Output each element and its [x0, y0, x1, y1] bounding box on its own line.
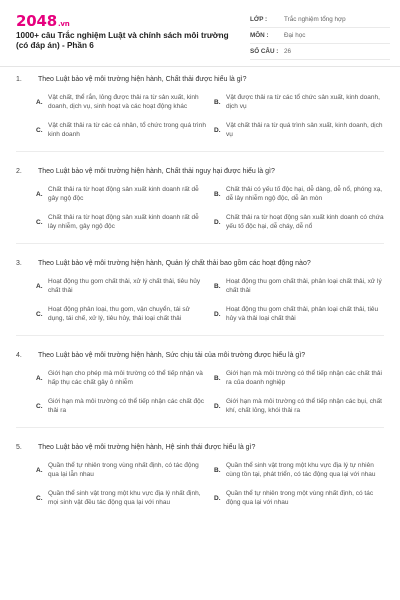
option-text: Giới hạn mà môi trường có thể tiếp nhận các chất độc thải ra — [48, 398, 204, 414]
question-number: 5. — [16, 444, 22, 451]
option-text: Chất thải có yếu tố độc hại, dễ dàng, dễ nổ, phóng xạ, dễ lây nhiễm ngộ độc, dễ ăn mòn — [226, 186, 383, 202]
answer-option[interactable] — [214, 305, 384, 323]
option-letter: D. — [214, 402, 221, 410]
option-letter: A. — [36, 374, 43, 382]
option-text: Giới hạn cho phép mà môi trường có thể tiếp nhận và hấp thụ các chất gây ô nhiễm — [48, 370, 203, 386]
option-text: Quần thể tự nhiên trong một vùng nhất định, có tác động qua lại với nhau — [226, 490, 374, 506]
question-divider — [16, 243, 384, 244]
option-letter: B. — [214, 98, 221, 106]
question-item — [0, 76, 400, 152]
question-divider — [16, 427, 384, 428]
answer-option[interactable] — [214, 369, 384, 387]
document-meta — [250, 12, 390, 60]
option-text: Vật chất, thể rắn, lỏng được thải ra từ sản xuất, kinh doanh, dịch vụ, sinh hoạt và các hoạt động khác — [48, 94, 199, 110]
answer-option[interactable] — [36, 121, 206, 139]
answer-option[interactable] — [214, 277, 384, 295]
option-letter: B. — [214, 374, 221, 382]
option-text: Vật chất thải ra từ quá trình sản xuất, kinh doanh, dịch vụ — [226, 122, 383, 138]
option-letter: C. — [36, 218, 43, 226]
answer-options — [16, 185, 384, 231]
option-letter: A. — [36, 98, 43, 106]
question-item — [0, 444, 400, 507]
question-header — [16, 76, 384, 83]
question-item — [0, 168, 400, 244]
page-title: 1000+ câu Trắc nghiệm Luật và chính sách môi trường (có đáp án) - Phần 6 — [16, 31, 229, 50]
option-letter: D. — [214, 494, 221, 502]
meta-question-count-row: SỐ CÂU : 26 — [250, 44, 390, 60]
option-text: Hoạt động thu gom chất thải, xử lý chất thải, tiêu hủy chất thải — [48, 278, 201, 294]
option-letter: B. — [214, 190, 221, 198]
site-logo[interactable]: 2048.vn — [16, 12, 70, 30]
option-letter: C. — [36, 494, 43, 502]
answer-options — [16, 93, 384, 139]
question-item — [0, 352, 400, 428]
option-text: Chất thải ra từ hoạt động sản xuất kinh doanh rất dễ gây ngộ độc — [48, 186, 199, 202]
question-list — [0, 76, 400, 523]
meta-subject-row: MÔN : Đại học — [250, 28, 390, 44]
answer-option[interactable] — [36, 397, 206, 415]
option-letter: A. — [36, 190, 43, 198]
option-letter: B. — [214, 282, 221, 290]
answer-option[interactable] — [36, 93, 206, 111]
answer-option[interactable] — [36, 185, 206, 203]
answer-option[interactable] — [36, 489, 206, 507]
option-letter: A. — [36, 466, 43, 474]
option-text: Chất thải ra từ hoạt động sản xuất kinh doanh có chứa yếu tố độc hại, dễ cháy, dễ nổ — [226, 214, 384, 230]
option-letter: D. — [214, 218, 221, 226]
answer-option[interactable] — [214, 213, 384, 231]
option-text: Giới hạn mà môi trường có thể tiếp nhận các chất thải ra của doanh nghiệp — [226, 370, 382, 386]
answer-options — [16, 461, 384, 507]
option-letter: C. — [36, 402, 43, 410]
question-item — [0, 260, 400, 336]
option-text: Hoạt động phân loại, thu gom, vận chuyển, tái sử dụng, tái chế, xử lý, tiêu hủy, thải loại chất thải — [48, 306, 191, 322]
option-letter: B. — [214, 466, 221, 474]
meta-class-row: LỚP : Trắc nghiệm tổng hợp — [250, 12, 390, 28]
answer-option[interactable] — [214, 489, 384, 507]
option-text: Quần thể sinh vật trong một khu vực địa lý nhất định, mọi sinh vật đều tác động qua lại với nhau — [48, 490, 201, 506]
answer-option[interactable] — [36, 277, 206, 295]
option-text: Giới hạn mà môi trường có thể tiếp nhận các bụi, chất khí, chất lỏng, khói thải ra — [226, 398, 382, 414]
question-text: Theo Luật bảo vệ môi trường hiện hành, Chất thải được hiểu là gì? — [38, 76, 247, 83]
question-number: 2. — [16, 168, 22, 175]
answer-option[interactable] — [36, 213, 206, 231]
answer-options — [16, 369, 384, 415]
option-letter: A. — [36, 282, 43, 290]
question-header — [16, 352, 384, 359]
question-divider — [16, 151, 384, 152]
answer-option[interactable] — [36, 369, 206, 387]
answer-option[interactable] — [36, 461, 206, 479]
option-text: Quần thể sinh vật trong một khu vực địa lý tự nhiên cùng tồn tại, phát triển, có tác động qua lại với nhau — [226, 462, 376, 478]
question-number: 1. — [16, 76, 22, 83]
answer-option[interactable] — [214, 185, 384, 203]
document-header — [0, 0, 400, 67]
question-number: 4. — [16, 352, 22, 359]
option-text: Quần thể tự nhiên trong vùng nhất định, có tác động qua lại lẫn nhau — [48, 462, 199, 478]
answer-option[interactable] — [36, 305, 206, 323]
question-header — [16, 260, 384, 267]
answer-option[interactable] — [214, 397, 384, 415]
answer-option[interactable] — [214, 121, 384, 139]
option-text: Hoạt động thu gom chất thải, phân loại chất thải, tiêu hủy và thải loại chất thải — [226, 306, 379, 322]
question-number: 3. — [16, 260, 22, 267]
question-text: Theo Luật bảo vệ môi trường hiện hành, Sức chịu tải của môi trường được hiểu là gì? — [38, 352, 306, 359]
option-letter: D. — [214, 126, 221, 134]
option-text: Vật được thải ra từ các tổ chức sản xuất, kinh doanh, dịch vụ — [226, 94, 380, 110]
option-text: Vật chất thải ra từ các cá nhân, tổ chức trong quá trình kinh doanh — [48, 122, 206, 138]
question-text: Theo Luật bảo vệ môi trường hiện hành, Chất thải nguy hại được hiểu là gì? — [38, 168, 275, 175]
answer-option[interactable] — [214, 93, 384, 111]
question-text: Theo Luật bảo vệ môi trường hiện hành, Quản lý chất thải bao gồm các hoạt động nào? — [38, 260, 311, 267]
answer-options — [16, 277, 384, 323]
option-text: Hoạt động thu gom chất thải, phân loại chất thải, xử lý chất thải — [226, 278, 382, 294]
option-text: Chất thải ra từ hoạt động sản xuất kinh doanh rất dễ lây nhiễm, gây ngộ độc — [48, 214, 199, 230]
question-header — [16, 444, 384, 451]
option-letter: C. — [36, 126, 43, 134]
question-divider — [16, 335, 384, 336]
option-letter: D. — [214, 310, 221, 318]
answer-option[interactable] — [214, 461, 384, 479]
question-text: Theo Luật bảo vệ môi trường hiện hành, Hệ sinh thái được hiểu là gì? — [38, 444, 256, 451]
option-letter: C. — [36, 310, 43, 318]
question-header — [16, 168, 384, 175]
